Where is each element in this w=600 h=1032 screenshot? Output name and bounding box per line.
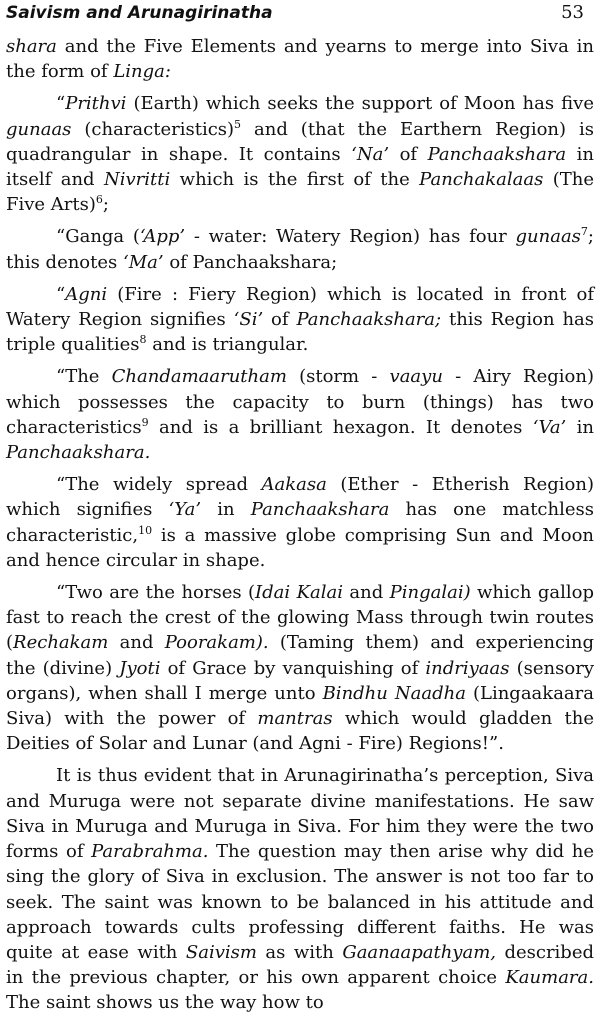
running-title: Saivism and Arunagirinatha	[6, 3, 273, 23]
text-run: ‘Si’	[233, 309, 264, 331]
text-run: (Fire : Fiery Region) which is located in front of Watery Region signifies	[6, 283, 594, 331]
text-run: Poorakam).	[164, 632, 269, 654]
text-run: - water: Watery Region) has four	[185, 226, 516, 248]
text-run: described in the previous chapter, or his own apparent choice	[6, 941, 595, 989]
text-run: Gaanaapathyam,	[342, 941, 496, 963]
text-run: “	[56, 93, 66, 115]
paragraph	[6, 580, 594, 756]
text-run: of Panchaakshara;	[163, 251, 338, 273]
paragraph	[6, 282, 594, 358]
text-run: (Ether - Etherish Region) which signifies	[6, 474, 594, 521]
text-run: ; this denotes	[6, 226, 594, 273]
footnote-ref: 6	[95, 193, 103, 207]
footnote-ref: 5	[234, 117, 242, 131]
text-run: Idai Kalai	[255, 582, 343, 604]
paragraph	[6, 763, 594, 1015]
footnote-ref: 10	[138, 523, 153, 537]
text-run: ‘Na’	[351, 143, 390, 165]
text-run: (storm -	[286, 366, 390, 388]
text-run: “	[56, 283, 66, 305]
text-run: and is triangular.	[146, 334, 309, 356]
text-run: and the Five Elements and yearns to merge into Siva in the form of	[6, 36, 594, 83]
paragraph	[6, 472, 594, 573]
text-run: (Earth) which seeks the support of Moon has five	[126, 93, 594, 115]
text-run: Rechakam	[13, 632, 109, 654]
body-text	[6, 34, 594, 1016]
text-run: Panchaakshara	[427, 143, 567, 165]
text-run: (Lingaakaara Siva) with the power of	[6, 682, 594, 730]
text-run: as with	[256, 941, 343, 963]
text-run: Prithvi	[65, 93, 127, 115]
text-run: in itself and	[6, 143, 594, 191]
text-run: It is thus evident that in Arunagirinatha’s perception, Siva and Muruga were not separate divine manifestations. He saw Siva in Muruga and Muruga in Siva. For him they were the two forms of	[6, 765, 594, 863]
text-run: indriyaas	[425, 657, 510, 679]
text-run: of	[389, 143, 428, 165]
text-run: Aakasa	[261, 474, 327, 496]
text-run: vaayu	[389, 366, 443, 388]
text-run: in	[566, 416, 595, 438]
text-run: Saivism	[185, 941, 257, 963]
text-run: - Airy Region) which possesses the capacity to burn (things) has two characteristics	[6, 366, 594, 438]
text-run: The question may then arise why did he sing the glory of Siva in exclusion. The answer is not too far to seek. The saint was known to be balanced in his attitude and approach towards cults professing different faiths. He was quite at ease with	[6, 841, 594, 963]
text-run: mantras	[257, 708, 333, 730]
text-run: of Grace by vanquishing of	[160, 657, 426, 679]
text-run: Kaumara.	[505, 967, 594, 989]
text-run: Linga:	[113, 61, 171, 83]
text-run: shara	[6, 36, 57, 57]
text-run: Panchakalaas	[419, 169, 544, 191]
text-run: (Taming them) and experiencing the (divine)	[6, 632, 594, 679]
text-run: Bindhu Naadha	[322, 682, 466, 704]
text-run: Panchaakshara	[250, 499, 390, 521]
text-run: which gallop fast to reach the crest of the glowing Mass through twin routes (	[6, 582, 594, 654]
text-run: (sensory organs), when shall I merge unto	[6, 657, 594, 704]
text-run: and	[343, 582, 390, 604]
text-run: in	[201, 499, 251, 521]
text-run: Parabrahma.	[91, 841, 209, 863]
text-run: (characteristics)	[71, 118, 235, 140]
paragraph	[6, 91, 594, 217]
text-run: Pingalai)	[389, 582, 471, 604]
text-run: gunaas	[515, 226, 581, 248]
text-run: Panchaakshara;	[296, 309, 442, 331]
text-run: Nivritti	[104, 169, 171, 191]
page-number: 53	[561, 2, 584, 23]
text-run: and is a brilliant hexagon. It denotes	[148, 416, 533, 438]
paragraph	[6, 34, 594, 84]
text-run: and (that the Earthern Region) is quadrangular in shape. It contains	[6, 118, 594, 165]
text-run: “The	[56, 366, 112, 388]
page-header	[6, 0, 594, 34]
paragraph	[6, 364, 594, 465]
text-run: ‘Va’	[532, 416, 567, 438]
footnote-ref: 7	[580, 225, 588, 239]
text-run: “Ganga (	[56, 226, 140, 248]
text-run: ‘Ya’	[168, 499, 202, 521]
text-run: of	[263, 309, 297, 331]
text-run: (The Five Arts)	[6, 169, 595, 216]
text-run: Panchaakshara.	[6, 442, 151, 464]
text-run: is a massive globe comprising Sun and Moon and hence circular in shape.	[6, 524, 594, 571]
text-run: Chandamaarutham	[111, 366, 287, 388]
text-run: which would gladden the Deities of Solar and Lunar (and Agni - Fire) Regions!”.	[6, 708, 594, 755]
text-run: gunaas	[6, 118, 72, 140]
text-run: ;	[102, 194, 109, 216]
text-run: this Region has triple qualities	[6, 309, 595, 356]
text-run: Agni	[65, 283, 108, 305]
text-run: The saint shows us the way how to	[6, 992, 324, 1014]
footnote-ref: 9	[141, 415, 149, 429]
footnote-ref: 8	[139, 333, 147, 347]
text-run: ‘Ma’	[123, 251, 164, 273]
text-run: has one matchless characteristic,	[6, 499, 594, 546]
text-run: ‘App’	[139, 226, 186, 248]
paragraph	[6, 224, 594, 274]
text-run: “Two are the horses (	[56, 582, 256, 604]
text-run: and	[108, 632, 165, 654]
text-run: Jyoti	[119, 657, 161, 679]
text-run: which is the first of the	[170, 169, 420, 191]
text-run: “The widely spread	[56, 474, 262, 496]
